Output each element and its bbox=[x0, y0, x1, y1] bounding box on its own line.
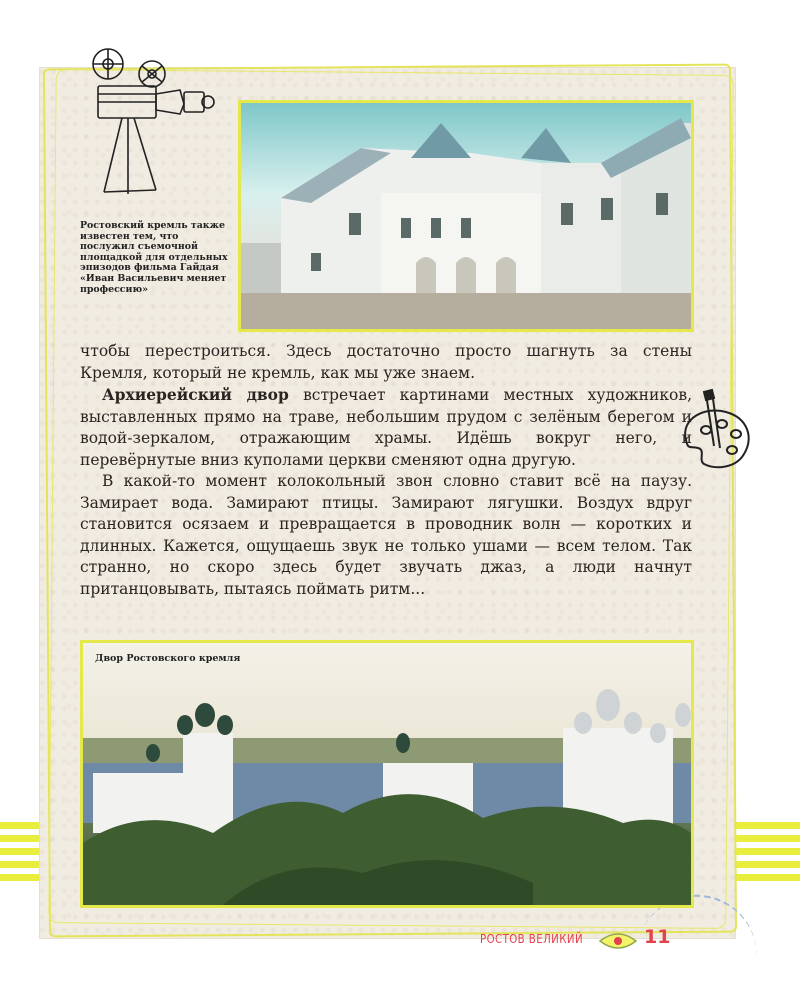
photo-caption-top: Ростовский кремль также известен тем, что послужил съемочной площадкой для отдельных эпизодов фильма Гайдая «Иван Васильевич меняет профессию» bbox=[80, 220, 228, 295]
paragraph-2 bbox=[80, 384, 692, 471]
paragraph-2-text: встречает картинами местных художников, выставленных прямо на траве, небольшим прудом с зелёным берегом и водой-зеркалом, отражающим храмы. Идёшь вокруг него, и перевёрнутые вниз куполами церкви сменяют одна другую. bbox=[80, 386, 692, 469]
paragraph-1: чтобы перестроиться. Здесь достаточно просто шагнуть за стены Кремля, который не кремль, как мы уже знаем. bbox=[80, 342, 692, 382]
kremlin-building-photo bbox=[238, 100, 694, 332]
decorative-stripes-right bbox=[735, 822, 800, 886]
paragraph-2-bold: Архиерейский двор bbox=[102, 385, 289, 404]
section-title: РОСТОВ ВЕЛИКИЙ bbox=[480, 932, 583, 946]
article-body bbox=[80, 341, 692, 600]
kremlin-courtyard-photo bbox=[80, 640, 694, 908]
eye-icon bbox=[598, 931, 638, 951]
film-camera-icon bbox=[84, 42, 224, 202]
paragraph-3: В какой-то момент колокольный звон словно ставит всё на паузу. Замирает вода. Замирают птицы. Замирают лягушки. Воздух вдруг становится осязаем и превращается в проводник волн — коротких и длинных. Кажется, ощущаешь звук не только ушами — всем телом. Так странно, но скоро здесь будет звучать джаз, а люди начнут пританцовывать, пытаясь поймать ритм... bbox=[80, 472, 692, 598]
photo-caption-bottom: Двор Ростовского кремля bbox=[95, 653, 241, 664]
page-number: 11 bbox=[644, 926, 671, 948]
